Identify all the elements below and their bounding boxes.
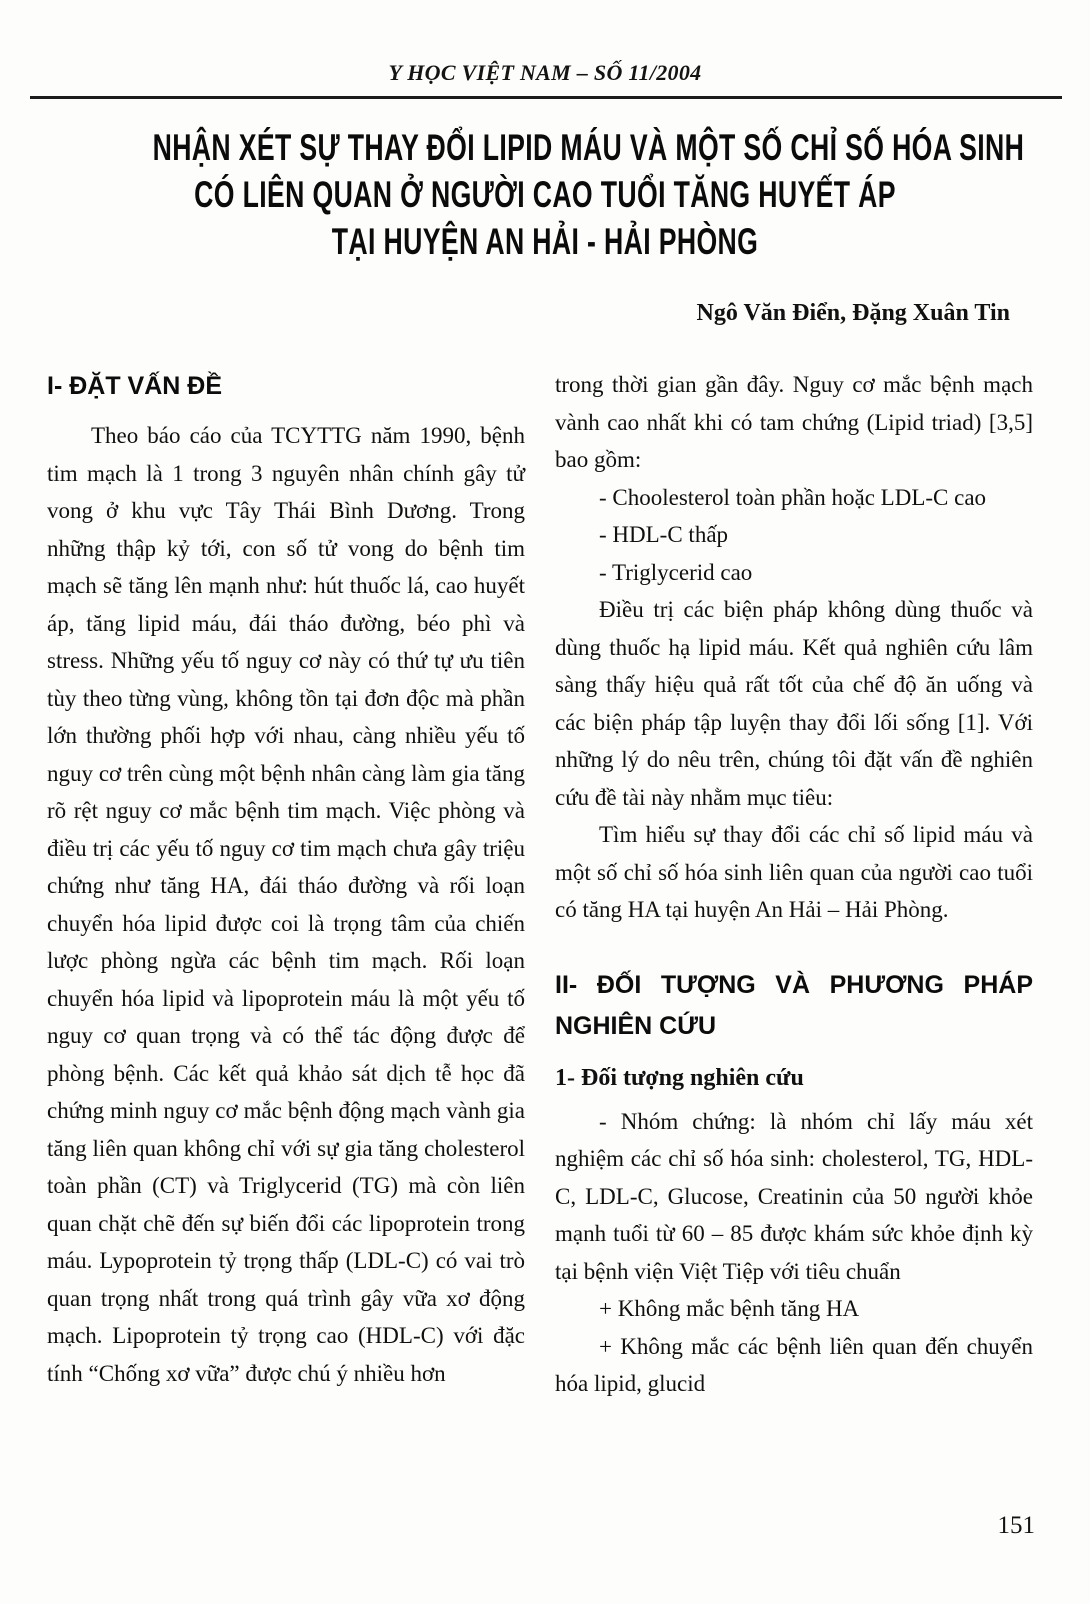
objective-paragraph: Tìm hiểu sự thay đổi các chỉ số lipid máu và một số chỉ số hóa sinh liên quan của người cao tuổi có tăng HA tại huyện An Hải – Hải Phòng. bbox=[555, 822, 1033, 922]
journal-running-head: Y HỌC VIỆT NAM – SỐ 11/2004 bbox=[388, 60, 702, 85]
left-column bbox=[47, 366, 525, 1403]
section-2-heading: II- ĐỐI TƯỢNG VÀ PHƯƠNG PHÁP NGHIÊN CỨU bbox=[555, 970, 1033, 1040]
criteria-item-1: + Không mắc bệnh tăng HA bbox=[599, 1296, 860, 1321]
two-column-body bbox=[47, 366, 1033, 1403]
article-title bbox=[0, 124, 1090, 265]
article-title-line-3: TẠI HUYỆN AN HẢI - HẢI PHÒNG bbox=[331, 221, 759, 262]
page-number: 151 bbox=[997, 1512, 1035, 1539]
header-divider bbox=[30, 96, 1062, 99]
section-1-heading: I- ĐẶT VẤN ĐỀ bbox=[47, 372, 222, 400]
paragraph-continuation: trong thời gian gần đây. Nguy cơ mắc bệnh mạch vành cao nhất khi có tam chứng (Lipid triad) [3,5] bao gồm: bbox=[555, 372, 1033, 472]
control-group-paragraph: - Nhóm chứng: là nhóm chỉ lấy máu xét nghiệm các chỉ số hóa sinh: cholesterol, TG, HDL-C, LDL-C, Glucose, Creatinin của 50 người khỏe mạnh tuổi từ 60 – 85 được khám sức khỏe định kỳ tại bệnh viện Việt Tiệp với tiêu chuẩn bbox=[555, 1108, 1033, 1284]
lipid-triad-item-1: - Choolesterol toàn phần hoặc LDL-C cao bbox=[599, 484, 987, 510]
lipid-triad-item-3: - Triglycerid cao bbox=[599, 559, 753, 585]
article-title-line-2: CÓ LIÊN QUAN Ở NGƯỜI CAO TUỔI TĂNG HUYẾT ÁP bbox=[194, 174, 896, 215]
author-names: Ngô Văn Điển, Đặng Xuân Tin bbox=[696, 300, 1010, 326]
lipid-triad-item-2: - HDL-C thấp bbox=[599, 522, 729, 547]
section-2-subheading: 1- Đối tượng nghiên cứu bbox=[555, 1064, 804, 1091]
criteria-item-2: + Không mắc các bệnh liên quan đến chuyển hóa lipid, glucid bbox=[555, 1333, 1033, 1396]
section-1-paragraph: Theo báo cáo của TCYTTG năm 1990, bệnh tim mạch là 1 trong 3 nguyên nhân chính gây tử vong ở khu vực Tây Thái Bình Dương. Trong những thập kỷ tới, con số tử vong do bệnh tim mạch sẽ tăng lên mạnh như: hút thuốc lá, cao huyết áp, tăng lipid máu, đái tháo đường, béo phì và stress. Những yếu tố nguy cơ này có thứ tự ưu tiên tùy theo từng vùng, không tồn tại đơn độc mà phần lớn thường phối hợp với nhau, càng nhiều yếu tố nguy cơ trên cùng một bệnh nhân càng làm gia tăng rõ rệt nguy cơ mắc bệnh tim mạch. Việc phòng và điều trị các yếu tố nguy cơ tim mạch chưa gây triệu chứng như tăng HA, đái tháo đường và rối loạn chuyển hóa lipid được coi là trọng tâm của chiến lược phòng ngừa các bệnh tim mạch. Rối loạn chuyển hóa lipid và lipoprotein máu là một yếu tố nguy cơ quan trọng và có thể tác động được để phòng bệnh. Các kết quả khảo sát dịch tễ học đã chứng minh nguy cơ mắc bệnh động mạch vành gia tăng liên quan không chỉ với sự gia tăng cholesterol toàn phần (CT) và Triglycerid (TG) mà còn liên quan chặt chẽ đến sự biến đổi các lipoprotein trong máu. Lypoprotein tỷ trọng thấp (LDL-C) có vai trò quan trọng nhất trong quá trình gây vữa xơ động mạch. Lipoprotein tỷ trọng cao (HDL-C) với đặc tính “Chống xơ vữa” được chú ý nhiều hơn bbox=[47, 423, 525, 1386]
article-title-line-1: NHẬN XÉT SỰ THAY ĐỔI LIPID MÁU VÀ MỘT SỐ CHỈ SỐ HÓA SINH bbox=[152, 127, 1025, 168]
treatment-paragraph: Điều trị các biện pháp không dùng thuốc và dùng thuốc hạ lipid máu. Kết quả nghiên cứu lâm sàng thấy hiệu quả rất tốt của chế độ ăn uống và các biện pháp tập luyện thay đổi lối sống [1]. Với những lý do nêu trên, chúng tôi đặt vấn đề nghiên cứu đề tài này nhằm mục tiêu: bbox=[555, 597, 1033, 810]
right-column bbox=[555, 366, 1033, 1403]
